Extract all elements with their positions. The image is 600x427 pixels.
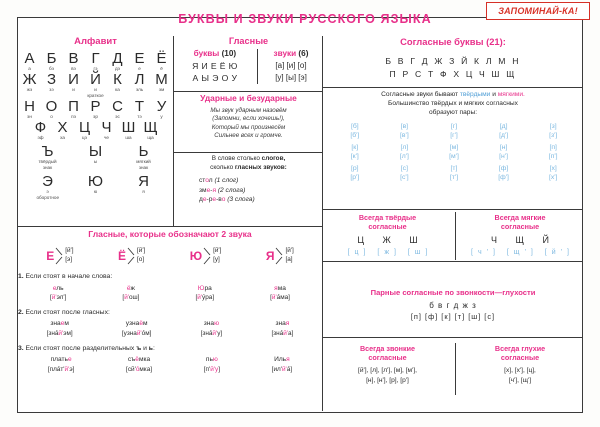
two-sounds-items: [18, 246, 322, 266]
example-transcription: [зна́й'эм]: [46, 329, 73, 337]
consonant-hard: [к]: [351, 143, 359, 151]
example-transcription: [й'эл']: [49, 294, 67, 302]
two-sound-rule-text: 1. Если стоят в начале слова:: [18, 273, 113, 280]
alphabet-letter: В: [68, 50, 79, 67]
alphabet-letter: Ь: [138, 143, 149, 160]
alphabet-letter-name: ха: [60, 135, 65, 140]
always-voiced-line1: [й'], [л], [л'], [м], [м'],: [357, 367, 418, 374]
alphabet-letter: Ю: [87, 173, 104, 190]
consonant-hard: [х]: [549, 164, 557, 172]
alphabet-letter: Л: [134, 71, 145, 88]
example-transcription: [сй'о́мка]: [126, 365, 153, 373]
divider-pairs-hardsoft: [323, 209, 582, 210]
two-sound-letter: Ю: [189, 249, 203, 263]
two-sound-examples: [18, 284, 322, 303]
consonant-hard: [т]: [450, 164, 458, 172]
stress-section: [175, 93, 322, 151]
consonant-hard: [м]: [449, 143, 459, 151]
two-sound-example: [126, 355, 152, 374]
two-sound-bottom: [о]: [136, 256, 145, 263]
stress-poem-line: Мы звук ударным назовём: [210, 107, 287, 114]
alphabet-letter-cell: [41, 99, 63, 120]
alphabet-letter-cell: [85, 174, 107, 201]
two-sound-example: [201, 319, 223, 338]
two-sound-example: [47, 319, 73, 338]
two-sound-top: [й']: [285, 247, 294, 255]
example-transcription: [узнай'о́м]: [121, 329, 152, 337]
consonant-pair: [330, 122, 380, 141]
alphabet-letter-name: ю: [93, 189, 98, 194]
consonants-row2: П Р С Т Ф Х Ц Ч Ш Щ: [389, 68, 517, 79]
consonant-soft: [л']: [399, 153, 409, 161]
consonants-note-line2: Большинство твёрдых и мягких согласных: [388, 100, 518, 108]
stress-poem-line: Сильнее всех и громче.: [214, 132, 283, 140]
always-soft-letters: Ч Щ Й: [491, 235, 557, 245]
consonant-hard: [л]: [400, 143, 409, 151]
stress-poem: [175, 107, 322, 141]
two-sound-bottom: [а]: [285, 256, 293, 263]
syllables-intro: В слове столько слогов, сколько гласных звуков:: [210, 155, 287, 171]
two-sound-item: [190, 246, 222, 266]
two-sound-rule: [18, 308, 322, 339]
alphabet-letter-name: дэ: [114, 66, 121, 71]
consonant-pair: [380, 122, 430, 141]
two-sound-example: [272, 355, 292, 374]
syllables-section: [175, 155, 322, 223]
consonant-pair: [330, 164, 380, 183]
alphabet-letter-cell: [129, 99, 151, 120]
vowels-sounds-row2: [у] [ы] [э]: [275, 73, 307, 82]
always-hard-sounds: [ц] [ж] [ш]: [347, 249, 433, 256]
alphabet-letter-cell: [107, 51, 129, 72]
consonant-pair: [479, 143, 529, 162]
alphabet-letter-name: эс: [115, 114, 120, 119]
alphabet-letter-name: ща: [147, 135, 154, 140]
consonants-note: [324, 90, 582, 120]
alphabet-letter-name: ы: [93, 159, 98, 164]
alphabet-letter: Р: [90, 98, 101, 115]
alphabet-letter: А: [24, 50, 35, 67]
alphabet-letter-cell: [133, 174, 155, 201]
alphabet-letter: З: [46, 71, 57, 88]
alphabet-letter: Е: [134, 50, 145, 67]
alphabet-letter-name: э оборотное: [36, 189, 59, 200]
two-sound-example: [122, 284, 139, 303]
example-transcription: [й'ош]: [122, 294, 140, 302]
two-sound-rule-text: 3. Если стоят после разделительных ъ и ь:: [18, 344, 155, 352]
consonant-soft: [г']: [450, 132, 458, 140]
alphabet-letter-cell: [19, 72, 41, 99]
alphabet-letter: Щ: [143, 119, 158, 136]
consonant-pair: [429, 164, 479, 183]
consonant-pair: [528, 143, 578, 162]
alphabet-row: [18, 72, 173, 99]
consonant-soft: [к']: [350, 153, 359, 161]
alphabet-letter-cell: [151, 99, 173, 120]
divider-voiced-voiceless: [455, 343, 456, 395]
alphabet-letter-name: е: [138, 66, 141, 71]
alphabet-letter-name: бэ: [49, 66, 54, 71]
alphabet-letter-cell: [85, 51, 107, 72]
alphabet-letter-name: пэ: [71, 114, 76, 119]
example-transcription: [п'й'у]: [203, 365, 220, 373]
always-voiced-line2: [н], [н'], [р], [р']: [366, 377, 409, 384]
alphabet-letter-name: тэ: [137, 114, 142, 119]
alphabet-letter-cell: [52, 120, 74, 141]
alphabet-letter-name: ка: [115, 87, 120, 92]
two-sound-example: [48, 355, 75, 374]
always-soft-box: [458, 213, 582, 259]
voiced-pairs-bottom: [п] [ф] [к] [т] [ш] [с]: [410, 312, 496, 321]
alphabet-letter-name: вэ: [71, 66, 76, 71]
syllable-example: стол (1 слог): [199, 177, 239, 185]
alphabet-letter-cell: [19, 51, 41, 72]
alphabet-row: [18, 51, 173, 72]
consonant-pair: [380, 164, 430, 183]
consonant-soft: [т']: [449, 174, 459, 182]
alphabet-letter: Г: [91, 50, 100, 67]
alphabet-letter-cell: [30, 120, 52, 141]
consonant-soft: [р']: [350, 174, 360, 182]
two-sounds-section: [18, 229, 322, 411]
consonant-soft: [д']: [499, 132, 509, 140]
alphabet-letter-name: а: [28, 66, 31, 71]
consonant-pair: [528, 164, 578, 183]
alphabet-letter: Ы: [88, 143, 103, 160]
alphabet-letter-cell: [107, 72, 129, 99]
brand-logo: [486, 2, 590, 20]
alphabet-letter-name: твёрдый знак: [38, 159, 57, 170]
alphabet-letter-name: гэ: [93, 66, 98, 71]
alphabet-letter-cell: [129, 51, 151, 72]
consonant-hard: [г]: [450, 123, 458, 130]
example-word: яма: [274, 284, 286, 292]
two-sound-examples: [18, 319, 322, 338]
consonant-hard: [р]: [351, 164, 359, 172]
alphabet-letter: Ъ: [41, 143, 54, 160]
alphabet-letter: К: [113, 71, 122, 88]
always-hard-heading: Всегда твёрдые согласные: [358, 213, 417, 231]
alphabet-letter: Й: [90, 71, 101, 88]
example-transcription: [зна́й'у]: [200, 329, 223, 337]
example-word: знаем: [50, 320, 69, 328]
alphabet-letter: Б: [46, 50, 57, 67]
consonant-soft: [х']: [548, 174, 558, 182]
example-word: платье: [50, 356, 72, 364]
divider-consonants-note: [323, 87, 582, 88]
alphabet-letter-name: мягкий знак: [136, 159, 151, 170]
always-voiceless-box: [458, 344, 582, 394]
example-word: ель: [52, 284, 64, 292]
consonant-soft: [м']: [449, 153, 459, 161]
two-sound-example: [195, 284, 214, 303]
two-sound-letter: Е: [46, 249, 55, 263]
alphabet-letter-name: о: [50, 114, 53, 119]
two-sound-item: [118, 246, 145, 266]
example-word: узнаём: [125, 320, 148, 328]
alphabet-letter-cell: [118, 120, 140, 141]
two-sound-letter: Ё: [117, 249, 126, 263]
consonant-hard: [п]: [549, 143, 557, 151]
brace-icon: [127, 246, 136, 266]
alphabet-letter-name: зэ: [49, 87, 54, 92]
two-sound-letter: Я: [265, 249, 275, 263]
consonant-hard: [б]: [350, 123, 359, 130]
alphabet-letter-name: и: [72, 87, 75, 92]
two-sound-item: [46, 246, 73, 266]
brace-icon: [55, 246, 64, 266]
alphabet-letter: Ц: [78, 119, 91, 136]
divider-top-twosounds: [18, 226, 322, 227]
alphabet-letter-cell: [37, 174, 59, 201]
consonants-note-line3: образуют пары:: [428, 109, 478, 117]
alphabet-letter-cell: [107, 99, 129, 120]
example-transcription: [й'у́ра]: [195, 294, 215, 302]
stress-poem-line: Который мы произнесём: [211, 123, 286, 131]
alphabet-letter: У: [156, 98, 167, 115]
example-word: ёж: [126, 284, 135, 292]
alphabet-letter-name: эр: [93, 114, 98, 119]
alphabet-letter-cell: [151, 72, 173, 99]
alphabet-letter: Н: [24, 98, 35, 115]
consonant-soft: [с']: [400, 174, 409, 182]
two-sound-example: [270, 284, 290, 303]
alphabet-letter: Ж: [22, 71, 37, 88]
always-voiceless-line2: [ч'], [щ']: [508, 377, 532, 384]
consonant-soft: [п']: [548, 153, 558, 161]
alphabet-letter-name: эф: [37, 135, 44, 140]
two-sound-example: [204, 355, 220, 374]
consonant-pair: [528, 122, 578, 141]
alphabet-letter: Ё: [156, 50, 167, 67]
example-word: Юра: [197, 284, 212, 292]
alphabet-letter-cell: [37, 144, 59, 171]
two-sound-rule: [18, 344, 322, 375]
alphabet-letter-name: эм: [158, 87, 165, 92]
example-word: зная: [275, 320, 290, 328]
example-word: пью: [205, 356, 218, 364]
alphabet-letter-cell: [63, 72, 85, 99]
alphabet-letter-cell: [129, 72, 151, 99]
consonant-soft: [н']: [499, 153, 508, 161]
alphabet-section: [18, 36, 173, 226]
alphabet-letter-cell: [19, 99, 41, 120]
brace-icon: [203, 246, 212, 266]
example-transcription: [й'а́ма]: [270, 294, 290, 302]
alphabet-row: [18, 120, 173, 141]
alphabet-letter-name: ша: [125, 135, 132, 140]
two-sound-examples: [18, 355, 322, 374]
alphabet-letter-cell: [151, 51, 173, 72]
alphabet-row: [18, 99, 173, 120]
stress-poem-line: (Запомни, если хочешь!),: [212, 115, 285, 123]
two-sound-item: [266, 246, 294, 266]
example-word: съёмка: [127, 356, 151, 364]
always-soft-sounds: [ч'] [щ'] [й']: [471, 249, 574, 256]
consonants-note-line1: Согласные звуки бывают твёрдыми и мягкими.: [381, 91, 525, 98]
alphabet-letter: С: [112, 98, 123, 115]
consonant-hard: [з]: [549, 123, 557, 130]
two-sound-bottom: [э]: [65, 256, 73, 263]
consonant-pairs-grid: [330, 122, 578, 182]
alphabet-letter-name: эн: [27, 114, 32, 119]
example-transcription: [ил'й'а́]: [271, 365, 293, 373]
alphabet-letter-cell: [63, 99, 85, 120]
alphabet-letter-name: ё: [160, 66, 163, 71]
two-sounds-heading: Гласные, которые обозначают 2 звука: [88, 229, 252, 239]
alphabet-letter: Д: [112, 50, 123, 67]
consonant-pair: [479, 164, 529, 183]
alphabet-letter-name: че: [104, 135, 109, 140]
consonant-pair: [429, 143, 479, 162]
alphabet-letter-name: жэ: [26, 87, 33, 92]
alphabet-letter-cell: [41, 51, 63, 72]
example-transcription: [пла́т'й'э]: [47, 365, 75, 373]
vowels-letters-label: буквы (10): [193, 49, 237, 58]
two-sound-example: [50, 284, 66, 303]
consonant-pair: [479, 122, 529, 141]
page-title: БУКВЫ И ЗВУКИ РУССКОГО ЯЗЫКА: [178, 12, 432, 26]
alphabet-letter-cell: [63, 51, 85, 72]
vowels-sounds-label: звуки (6): [273, 49, 309, 58]
consonants-heading: Согласные буквы (21):: [400, 36, 506, 47]
consonant-hard: [с]: [400, 164, 408, 172]
brand-logo-label: ЗАПОМИНАЙ-КА!: [498, 6, 578, 16]
consonant-pair: [380, 143, 430, 162]
syllables-examples: [175, 176, 322, 205]
consonant-soft: [в']: [400, 132, 409, 140]
example-word: Илья: [274, 356, 290, 364]
stress-heading: Ударные и безударные: [200, 93, 297, 103]
alphabet-letter: Х: [57, 119, 68, 136]
divider-alphabet-vowels: [173, 36, 174, 226]
alphabet-letter-name: и краткое: [87, 87, 104, 98]
divider-hardsoft-voicedpairs: [323, 261, 582, 262]
consonant-hard: [ф]: [498, 164, 509, 172]
consonant-hard: [н]: [499, 143, 508, 151]
alphabet-letter-name: я: [142, 189, 145, 194]
alphabet-letter-cell: [85, 99, 107, 120]
consonant-soft: [б']: [350, 132, 360, 140]
syllable-example: зме-я (2 слога): [199, 186, 246, 194]
alphabet-letter-name: у: [160, 114, 163, 119]
two-sound-top: [й']: [136, 247, 146, 255]
always-voiceless-line1: [х], [х'], [ц],: [504, 367, 536, 374]
two-sound-top: [й']: [65, 247, 74, 255]
syllable-example: де-ре-во (3 слога): [199, 196, 255, 204]
alphabet-letter: И: [68, 71, 79, 88]
two-sound-rule: [18, 272, 322, 303]
two-sound-example: [271, 319, 293, 338]
consonant-soft: [ф']: [498, 174, 509, 182]
alphabet-letter: М: [155, 71, 168, 88]
always-voiceless-heading: Всегда глухие согласные: [494, 344, 546, 362]
two-sounds-rules: [18, 272, 322, 374]
divider-hard-soft: [455, 212, 456, 260]
alphabet-row: [18, 174, 173, 201]
always-hard-letters: Ц Ж Ш: [357, 235, 426, 245]
example-transcription: [зна́й'а]: [271, 329, 294, 337]
two-sound-example: [122, 319, 152, 338]
alphabet-letter-cell: [85, 72, 107, 99]
vowels-letters-row2: А Ы Э О У: [192, 73, 238, 83]
consonant-pair: [429, 122, 479, 141]
consonant-hard: [в]: [400, 123, 409, 130]
alphabet-letter: П: [68, 98, 79, 115]
always-hard-box: [324, 213, 451, 259]
voiced-pairs-top: б в г д ж з: [429, 301, 477, 310]
alphabet-letter-cell: [74, 120, 96, 141]
always-voiced-box: [324, 344, 451, 394]
alphabet-letter: Т: [134, 98, 145, 115]
divider-stress-syllables: [174, 152, 322, 153]
alphabet-letter: Э: [42, 173, 53, 190]
alphabet-letter: Я: [138, 173, 149, 190]
alphabet-letter-name: эль: [135, 87, 144, 92]
vowels-heading: Гласные: [228, 36, 269, 46]
always-voiced-heading: Всегда звонкие согласные: [359, 344, 416, 362]
consonant-pair: [330, 143, 380, 162]
brace-icon: [275, 246, 284, 266]
alphabet-grid: [18, 51, 173, 201]
two-sound-rule-text: 2. Если стоят после гласных:: [18, 308, 110, 316]
two-sound-bottom: [у]: [213, 256, 220, 263]
alphabet-letter-cell: [133, 144, 155, 171]
alphabet-letter: Ш: [121, 119, 136, 136]
consonant-soft: [з']: [549, 132, 558, 140]
divider-middle-right: [322, 36, 323, 226]
vowels-letters-row1: Я И Е Ё Ю: [192, 61, 238, 71]
divider-vowels-stress: [174, 91, 322, 92]
alphabet-heading: Алфавит: [74, 36, 117, 47]
alphabet-letter-cell: [96, 120, 118, 141]
alphabet-letter-cell: [41, 72, 63, 99]
voiced-pairs-box: [324, 288, 582, 334]
always-soft-heading: Всегда мягкие согласные: [494, 213, 546, 231]
consonants-row1: Б В Г Д Ж З Й К Л М Н: [385, 56, 521, 66]
alphabet-row: [18, 144, 173, 171]
example-word: знаю: [203, 320, 220, 328]
alphabet-letter: Ч: [101, 119, 112, 136]
vowels-section: [175, 36, 322, 92]
consonants-section: [324, 36, 582, 88]
consonant-hard: [д]: [499, 123, 508, 130]
alphabet-letter: Ф: [34, 119, 47, 136]
alphabet-letter: О: [45, 98, 58, 115]
alphabet-letter-name: цэ: [82, 135, 87, 140]
alphabet-letter-cell: [85, 144, 107, 171]
divider-twosounds-right: [322, 226, 323, 411]
two-sound-top: [й']: [213, 247, 222, 255]
vowels-sounds-row1: [а] [и] [о]: [275, 61, 307, 70]
divider-voicedpairs-always: [323, 337, 582, 338]
alphabet-letter-cell: [140, 120, 162, 141]
voiced-pairs-heading: Парные согласные по звонкости—глухости: [370, 288, 536, 297]
